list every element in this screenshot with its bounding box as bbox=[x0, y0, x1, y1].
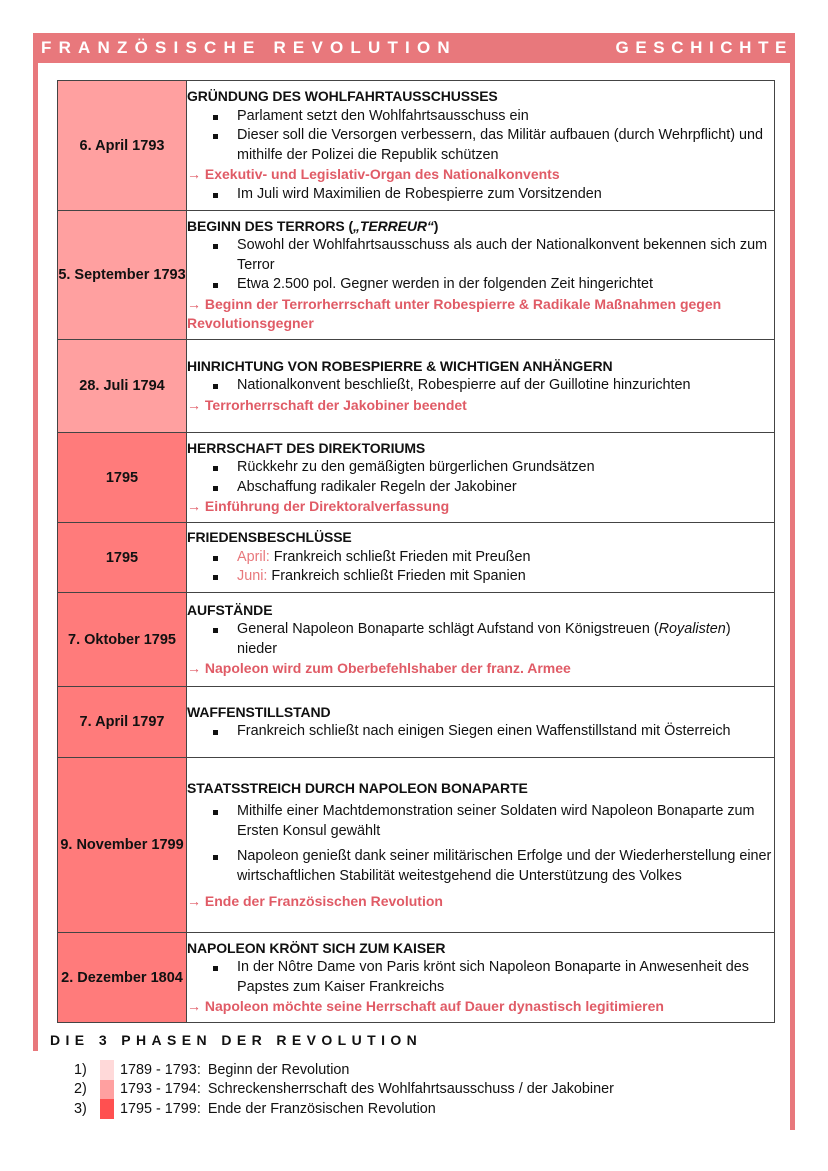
table-row bbox=[58, 523, 775, 593]
color-swatch-icon bbox=[100, 1060, 114, 1080]
bullet-item: In der Nôtre Dame von Paris krönt sich Napoleon Bonaparte in Anwesenheit des Papstes zum Kaiser Frankreichs bbox=[187, 958, 774, 997]
bullet-item bbox=[187, 548, 774, 568]
frame-left-border bbox=[33, 63, 38, 1051]
event-content bbox=[187, 933, 775, 1023]
event-title: FRIEDENSBESCHLÜSSE bbox=[187, 529, 352, 546]
event-result: → Exekutiv- und Legislativ-Organ des Nationalkonvents bbox=[187, 166, 560, 182]
event-date: 7. Oktober 1795 bbox=[58, 593, 187, 687]
bullet-item: Nationalkonvent beschließt, Robespierre auf der Guillotine hinzurichten bbox=[187, 376, 774, 396]
table-row bbox=[58, 340, 775, 433]
event-content bbox=[187, 593, 775, 687]
bullet-text: ) nieder bbox=[237, 621, 731, 657]
frame-right-border bbox=[790, 63, 795, 1130]
legend-item bbox=[74, 1080, 790, 1100]
event-title: GRÜNDUNG DES WOHLFAHRTAUSSCHUSSES bbox=[187, 88, 498, 104]
bullet-item bbox=[187, 620, 774, 659]
table-row bbox=[58, 211, 775, 340]
event-result: → Napoleon wird zum Oberbefehlshaber der franz. Armee bbox=[187, 660, 571, 676]
bullet-italic: Royalisten bbox=[658, 621, 726, 637]
event-content bbox=[187, 433, 775, 523]
phases-legend bbox=[74, 1060, 790, 1119]
event-result: → Terrorherrschaft der Jakobiner beendet bbox=[187, 396, 467, 413]
bullet-item: Napoleon genießt dank seiner militärischen Erfolge und der Wiederherstellung einer wirtschaftlichen Stabilität weitestgehend die Unterstützung des Volkes bbox=[187, 847, 774, 886]
event-date-text: 5. September 1793 bbox=[58, 267, 186, 283]
table-row bbox=[58, 933, 775, 1023]
phase-number: 2) bbox=[74, 1081, 87, 1098]
event-title: NAPOLEON KRÖNT SICH ZUM KAISER bbox=[187, 939, 446, 956]
phases-section bbox=[50, 1032, 790, 1119]
bullet-item: Abschaffung radikaler Regeln der Jakobiner bbox=[187, 478, 774, 498]
phase-label: Schreckensherrschaft des Wohlfahrtsausschuss / der Jakobiner bbox=[207, 1081, 614, 1098]
event-content bbox=[187, 523, 775, 593]
event-date: 9. November 1799 bbox=[58, 758, 187, 933]
month-label: April: bbox=[237, 548, 270, 565]
bullet-item: Mithilfe einer Machtdemonstration seiner Soldaten wird Napoleon Bonaparte zum Ersten Konsul gewählt bbox=[187, 802, 774, 841]
color-swatch-icon bbox=[100, 1099, 114, 1119]
table-row bbox=[58, 81, 775, 211]
phase-label: Beginn der Revolution bbox=[207, 1061, 350, 1078]
bullet-text: Frankreich schließt Frieden mit Spanien bbox=[267, 568, 526, 585]
event-title: WAFFENSTILLSTAND bbox=[187, 703, 331, 720]
subject-label: GESCHICHTE bbox=[615, 38, 793, 57]
month-label: Juni: bbox=[237, 568, 268, 585]
event-title-suffix: ) bbox=[433, 217, 439, 234]
event-date: 28. Juli 1794 bbox=[58, 340, 187, 433]
event-title: HERRSCHAFT DES DIREKTORIUMS bbox=[187, 439, 426, 456]
event-content bbox=[187, 340, 775, 433]
event-date: 7. April 1797 bbox=[58, 687, 187, 758]
event-content bbox=[187, 211, 775, 340]
page-title: FRANZÖSISCHE REVOLUTION bbox=[41, 38, 457, 57]
event-title: HINRICHTUNG VON ROBESPIERRE & WICHTIGEN ANHÄNGERN bbox=[187, 357, 613, 374]
bullet-item: Dieser soll die Versorgen verbessern, das Militär aufbauen (durch Wehrpflicht) und mithilfe der Polizei die Republik schützen bbox=[187, 126, 774, 165]
color-swatch-icon bbox=[100, 1080, 114, 1100]
phases-title: DIE 3 PHASEN DER REVOLUTION bbox=[50, 1032, 423, 1048]
event-content bbox=[187, 758, 775, 933]
bullet-text: Frankreich schließt Frieden mit Preußen bbox=[269, 548, 531, 565]
bullet-item: Etwa 2.500 pol. Gegner werden in der folgenden Zeit hingerichtet bbox=[187, 275, 774, 295]
event-content bbox=[187, 81, 775, 211]
event-title: STAATSSTREICH DURCH NAPOLEON BONAPARTE bbox=[187, 779, 528, 796]
event-title bbox=[187, 217, 774, 237]
header-bar bbox=[33, 33, 795, 63]
table-row bbox=[58, 687, 775, 758]
table-row bbox=[58, 758, 775, 933]
bullet-item: Sowohl der Wohlfahrtsausschuss als auch der Nationalkonvent bekennen sich zum Terror bbox=[187, 236, 774, 275]
event-result: → Einführung der Direktoralverfassung bbox=[187, 498, 450, 514]
phase-number: 3) bbox=[74, 1100, 87, 1117]
bullet-item: Rückkehr zu den gemäßigten bürgerlichen Grundsätzen bbox=[187, 458, 774, 478]
phase-number: 1) bbox=[74, 1061, 87, 1078]
bullet-text: General Napoleon Bonaparte schlägt Aufstand von Königstreuen ( bbox=[237, 621, 659, 637]
bullet-item bbox=[187, 567, 774, 587]
event-result: → Beginn der Terrorherrschaft unter Robespierre & Radikale Maßnahmen gegen Revolutionsgegner bbox=[187, 295, 722, 331]
bullet-item: Im Juli wird Maximilien de Robespierre zum Vorsitzenden bbox=[187, 185, 774, 205]
phase-range: 1795 - 1799: bbox=[120, 1100, 201, 1117]
event-date: 6. April 1793 bbox=[58, 81, 187, 211]
bullet-item: Frankreich schließt nach einigen Siegen einen Waffenstillstand mit Österreich bbox=[187, 722, 774, 742]
event-date: 2. Dezember 1804 bbox=[58, 933, 187, 1023]
event-title: AUFSTÄNDE bbox=[187, 601, 273, 618]
phase-range: 1789 - 1793: bbox=[120, 1061, 201, 1078]
event-title-prefix: BEGINN DES TERRORS ( bbox=[187, 217, 354, 234]
event-result: → Napoleon möchte seine Herrschaft auf Dauer dynastisch legitimieren bbox=[187, 998, 664, 1014]
phase-label: Ende der Französischen Revolution bbox=[207, 1100, 436, 1117]
event-date bbox=[58, 211, 187, 340]
legend-item bbox=[74, 1060, 790, 1080]
timeline-table bbox=[57, 80, 775, 1023]
event-date: 1795 bbox=[58, 523, 187, 593]
event-title-italic: „TERREUR“ bbox=[353, 217, 434, 234]
event-result: → Ende der Französischen Revolution bbox=[187, 893, 443, 909]
legend-item bbox=[74, 1099, 790, 1119]
phase-range: 1793 - 1794: bbox=[120, 1081, 201, 1098]
table-row bbox=[58, 433, 775, 523]
table-row bbox=[58, 593, 775, 687]
bullet-item: Parlament setzt den Wohlfahrtsausschuss ein bbox=[187, 107, 774, 127]
event-content bbox=[187, 687, 775, 758]
event-date: 1795 bbox=[58, 433, 187, 523]
